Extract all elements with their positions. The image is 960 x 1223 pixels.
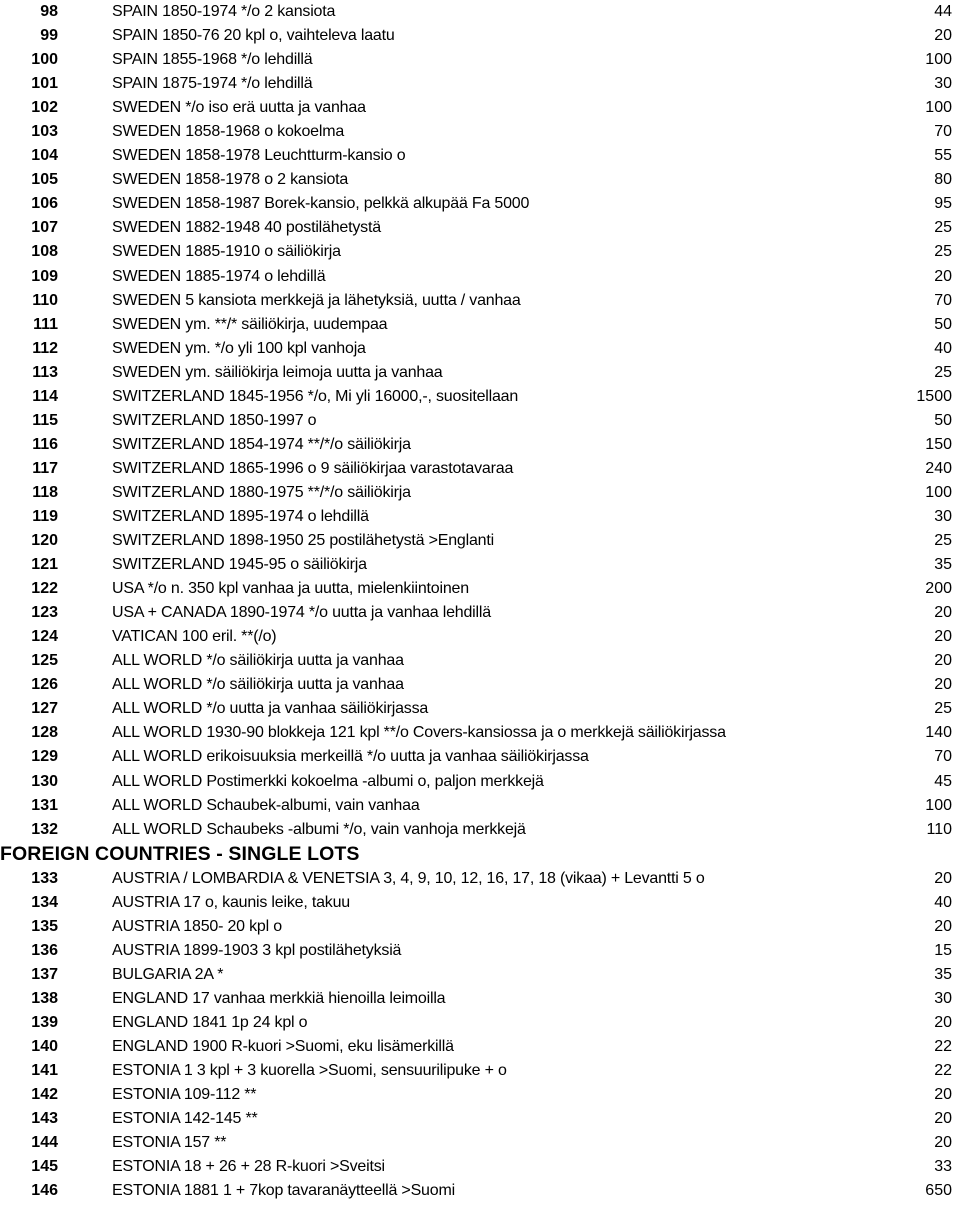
lot-number: 138 [31, 989, 58, 1007]
lot-description: ALL WORLD 1930-90 blokkeja 121 kpl **/o Covers-kansiossa ja o merkkejä säiliökirjassa [112, 724, 726, 742]
lot-number: 119 [32, 507, 58, 525]
lot-description: SWITZERLAND 1865-1996 o 9 säiliökirjaa varastotavaraa [112, 459, 514, 477]
lot-row [0, 1107, 960, 1131]
lot-number: 118 [32, 483, 58, 501]
lot-number: 126 [31, 676, 58, 694]
lot-row [0, 192, 960, 216]
lot-list-part-2 [0, 867, 960, 1204]
lot-number: 141 [31, 1062, 58, 1080]
lot-description: SWEDEN 1885-1910 o säiliökirja [112, 243, 341, 261]
lot-description: ENGLAND 17 vanhaa merkkiä hienoilla leimoilla [112, 989, 446, 1007]
lot-description: SWEDEN ym. **/* säiliökirja, uudempaa [112, 315, 388, 333]
lot-price: 240 [925, 459, 952, 477]
lot-price: 25 [934, 700, 952, 718]
lot-description: SWEDEN */o iso erä uutta ja vanhaa [112, 99, 366, 117]
lot-row [0, 0, 960, 24]
lot-row [0, 1131, 960, 1155]
lot-description: ALL WORLD */o uutta ja vanhaa säiliökirjassa [112, 700, 429, 718]
lot-price: 110 [926, 820, 952, 838]
lot-row [0, 915, 960, 939]
lot-description: ESTONIA 142-145 ** [112, 1110, 258, 1128]
lot-price: 30 [934, 989, 952, 1007]
lot-price: 70 [934, 748, 952, 766]
lot-row [0, 770, 960, 794]
lot-price: 95 [934, 195, 952, 213]
lot-row [0, 553, 960, 577]
lot-description: SWITZERLAND 1895-1974 o lehdillä [112, 507, 369, 525]
lot-price: 20 [934, 1013, 952, 1031]
lot-number: 111 [33, 315, 58, 333]
lot-price: 30 [934, 75, 952, 93]
lot-description: AUSTRIA 1899-1903 3 kpl postilähetyksiä [112, 941, 402, 959]
lot-row [0, 144, 960, 168]
lot-price: 20 [934, 1086, 952, 1104]
lot-number: 145 [31, 1158, 58, 1176]
lot-price: 33 [934, 1158, 952, 1176]
lot-row [0, 697, 960, 721]
lot-row [0, 625, 960, 649]
lot-description: SPAIN 1850-76 20 kpl o, vaihteleva laatu [112, 27, 395, 45]
lot-number: 117 [32, 459, 58, 477]
lot-description: SWEDEN ym. säiliökirja leimoja uutta ja vanhaa [112, 363, 443, 381]
lot-description: SWEDEN 1858-1968 o kokoelma [112, 123, 345, 141]
lot-number: 127 [31, 700, 58, 718]
section-heading: FOREIGN COUNTRIES - SINGLE LOTS [0, 842, 360, 865]
lot-price: 20 [934, 917, 952, 935]
lot-number: 115 [32, 411, 58, 429]
lot-number: 143 [31, 1110, 58, 1128]
lot-row [0, 313, 960, 337]
lot-number: 125 [31, 652, 58, 670]
lot-number: 116 [32, 435, 58, 453]
lot-number: 140 [31, 1037, 58, 1055]
lot-price: 70 [934, 123, 952, 141]
lot-description: ENGLAND 1900 R-kuori >Suomi, eku lisämerkillä [112, 1037, 454, 1055]
lot-row [0, 361, 960, 385]
lot-row [0, 337, 960, 361]
lot-number: 112 [32, 339, 58, 357]
lot-description: SWEDEN 1858-1978 o 2 kansiota [112, 171, 349, 189]
lot-description: ALL WORLD Schaubeks -albumi */o, vain vanhoja merkkejä [112, 820, 526, 838]
lot-row [0, 72, 960, 96]
lot-row [0, 1083, 960, 1107]
lot-description: ESTONIA 1 3 kpl + 3 kuorella >Suomi, sensuurilipuke + o [112, 1062, 507, 1080]
lot-row [0, 385, 960, 409]
lot-price: 650 [925, 1182, 952, 1200]
lot-description: ESTONIA 157 ** [112, 1134, 227, 1152]
lot-row [0, 240, 960, 264]
lot-description: AUSTRIA 17 o, kaunis leike, takuu [112, 893, 350, 911]
lot-row [0, 96, 960, 120]
lot-row [0, 481, 960, 505]
lot-row [0, 673, 960, 697]
lot-row [0, 987, 960, 1011]
lot-description: SWEDEN 1885-1974 o lehdillä [112, 267, 326, 285]
lot-row [0, 649, 960, 673]
lot-description: SWITZERLAND 1880-1975 **/*/o säiliökirja [112, 483, 411, 501]
lot-price: 70 [934, 291, 952, 309]
lot-row [0, 939, 960, 963]
lot-row [0, 745, 960, 769]
lot-description: ESTONIA 1881 1 + 7kop tavaranäytteellä >Suomi [112, 1182, 455, 1200]
lot-number: 101 [31, 75, 58, 93]
lot-row [0, 818, 960, 842]
lot-number: 136 [31, 941, 58, 959]
lot-price: 20 [934, 267, 952, 285]
lot-price: 20 [934, 604, 952, 622]
lot-number: 128 [31, 724, 58, 742]
lot-description: SWEDEN ym. */o yli 100 kpl vanhoja [112, 339, 366, 357]
lot-row [0, 1155, 960, 1179]
lot-price: 100 [925, 796, 952, 814]
lot-description: USA */o n. 350 kpl vanhaa ja uutta, mielenkiintoinen [112, 580, 469, 598]
lot-row [0, 433, 960, 457]
lot-number: 135 [31, 917, 58, 935]
lot-number: 142 [31, 1086, 58, 1104]
lot-price: 80 [934, 171, 952, 189]
lot-price: 45 [934, 772, 952, 790]
lot-price: 22 [934, 1037, 952, 1055]
lot-row [0, 963, 960, 987]
lot-price: 15 [934, 941, 952, 959]
lot-row [0, 577, 960, 601]
lot-description: SWITZERLAND 1898-1950 25 postilähetystä >Englanti [112, 532, 494, 550]
lot-number: 106 [31, 195, 58, 213]
lot-number: 133 [31, 869, 58, 887]
lot-description: AUSTRIA 1850- 20 kpl o [112, 917, 282, 935]
lot-price: 20 [934, 1110, 952, 1128]
lot-price: 55 [934, 147, 952, 165]
lot-number: 99 [40, 27, 58, 45]
lot-description: SPAIN 1850-1974 */o 2 kansiota [112, 3, 336, 20]
lot-number: 131 [31, 796, 58, 814]
lot-description: ALL WORLD */o säiliökirja uutta ja vanhaa [112, 652, 404, 670]
lot-description: ALL WORLD Schaubek-albumi, vain vanhaa [112, 796, 420, 814]
lot-description: ESTONIA 18 + 26 + 28 R-kuori >Sveitsi [112, 1158, 385, 1176]
lot-description: SWEDEN 1882-1948 40 postilähetystä [112, 219, 381, 237]
lot-description: SWEDEN 1858-1978 Leuchtturm-kansio o [112, 147, 406, 165]
lot-description: ALL WORLD */o säiliökirja uutta ja vanhaa [112, 676, 404, 694]
lot-row [0, 505, 960, 529]
lot-number: 98 [40, 3, 58, 20]
lot-price: 20 [934, 1134, 952, 1152]
lot-description: SWEDEN 5 kansiota merkkejä ja lähetyksiä, uutta / vanhaa [112, 291, 521, 309]
lot-row [0, 24, 960, 48]
lot-number: 146 [31, 1182, 58, 1200]
lot-row [0, 409, 960, 433]
lot-price: 22 [934, 1062, 952, 1080]
lot-price: 20 [934, 676, 952, 694]
lot-price: 50 [934, 411, 952, 429]
lot-price: 20 [934, 628, 952, 646]
lot-row [0, 120, 960, 144]
lot-price: 44 [934, 3, 952, 20]
lot-description: SPAIN 1875-1974 */o lehdillä [112, 75, 313, 93]
lot-number: 134 [31, 893, 58, 911]
lot-price: 20 [934, 869, 952, 887]
lot-price: 35 [934, 965, 952, 983]
lot-row [0, 1035, 960, 1059]
lot-price: 200 [925, 580, 952, 598]
lot-description: SWITZERLAND 1845-1956 */o, Mi yli 16000,-, suositellaan [112, 387, 519, 405]
lot-number: 120 [31, 532, 58, 550]
lot-description: VATICAN 100 eril. **(/o) [112, 628, 277, 646]
lot-number: 114 [32, 387, 58, 405]
lot-price: 25 [934, 363, 952, 381]
lot-number: 105 [31, 171, 58, 189]
lot-price: 100 [925, 483, 952, 501]
lot-row [0, 891, 960, 915]
lot-number: 121 [31, 556, 58, 574]
lot-price: 100 [925, 51, 952, 69]
lot-price: 100 [925, 99, 952, 117]
lot-number: 137 [31, 965, 58, 983]
lot-row [0, 48, 960, 72]
lot-row [0, 457, 960, 481]
lot-number: 103 [31, 123, 58, 141]
lot-number: 124 [31, 628, 58, 646]
lot-row [0, 1059, 960, 1083]
lot-row [0, 216, 960, 240]
lot-number: 129 [31, 748, 58, 766]
lot-row [0, 265, 960, 289]
lot-row [0, 794, 960, 818]
lot-row [0, 721, 960, 745]
lot-number: 113 [32, 363, 58, 381]
lot-row [0, 168, 960, 192]
lot-number: 108 [31, 243, 58, 261]
lot-number: 122 [31, 580, 58, 598]
lot-description: BULGARIA 2A * [112, 965, 224, 983]
lot-row [0, 867, 960, 891]
lot-description: AUSTRIA / LOMBARDIA & VENETSIA 3, 4, 9, 10, 12, 16, 17, 18 (vikaa) + Levantti 5 o [112, 869, 705, 887]
lot-price: 20 [934, 652, 952, 670]
lot-price: 25 [934, 243, 952, 261]
lot-row [0, 1011, 960, 1035]
lot-description: USA + CANADA 1890-1974 */o uutta ja vanhaa lehdillä [112, 604, 491, 622]
lot-price: 140 [925, 724, 952, 742]
lot-number: 102 [31, 99, 58, 117]
lot-row [0, 529, 960, 553]
lot-description: SWEDEN 1858-1987 Borek-kansio, pelkkä alkupää Fa 5000 [112, 195, 530, 213]
lot-number: 139 [31, 1013, 58, 1031]
lot-number: 109 [31, 267, 58, 285]
lot-price: 50 [934, 315, 952, 333]
lot-description: SWITZERLAND 1945-95 o säiliökirja [112, 556, 367, 574]
lot-description: ENGLAND 1841 1p 24 kpl o [112, 1013, 308, 1031]
lot-number: 132 [31, 820, 58, 838]
lot-price: 20 [934, 27, 952, 45]
lot-description: ESTONIA 109-112 ** [112, 1086, 257, 1104]
lot-description: SWITZERLAND 1854-1974 **/*/o säiliökirja [112, 435, 411, 453]
lot-number: 144 [31, 1134, 58, 1152]
lot-description: ALL WORLD erikoisuuksia merkeillä */o uutta ja vanhaa säiliökirjassa [112, 748, 589, 766]
lot-description: SPAIN 1855-1968 */o lehdillä [112, 51, 313, 69]
lot-description: ALL WORLD Postimerkki kokoelma -albumi o, paljon merkkejä [112, 772, 544, 790]
lot-number: 130 [31, 772, 58, 790]
lot-price: 150 [925, 435, 952, 453]
lot-row [0, 289, 960, 313]
lot-number: 107 [31, 219, 58, 237]
lot-price: 1500 [916, 387, 952, 405]
lot-number: 100 [31, 51, 58, 69]
lot-price: 40 [934, 893, 952, 911]
lot-description: SWITZERLAND 1850-1997 o [112, 411, 317, 429]
lot-number: 104 [31, 147, 58, 165]
lot-number: 110 [32, 291, 58, 309]
lot-number: 123 [31, 604, 58, 622]
lot-price: 25 [934, 532, 952, 550]
lot-price: 40 [934, 339, 952, 357]
lot-price: 25 [934, 219, 952, 237]
lot-row [0, 1179, 960, 1203]
lot-row [0, 601, 960, 625]
lot-price: 35 [934, 556, 952, 574]
lot-price: 30 [934, 507, 952, 525]
